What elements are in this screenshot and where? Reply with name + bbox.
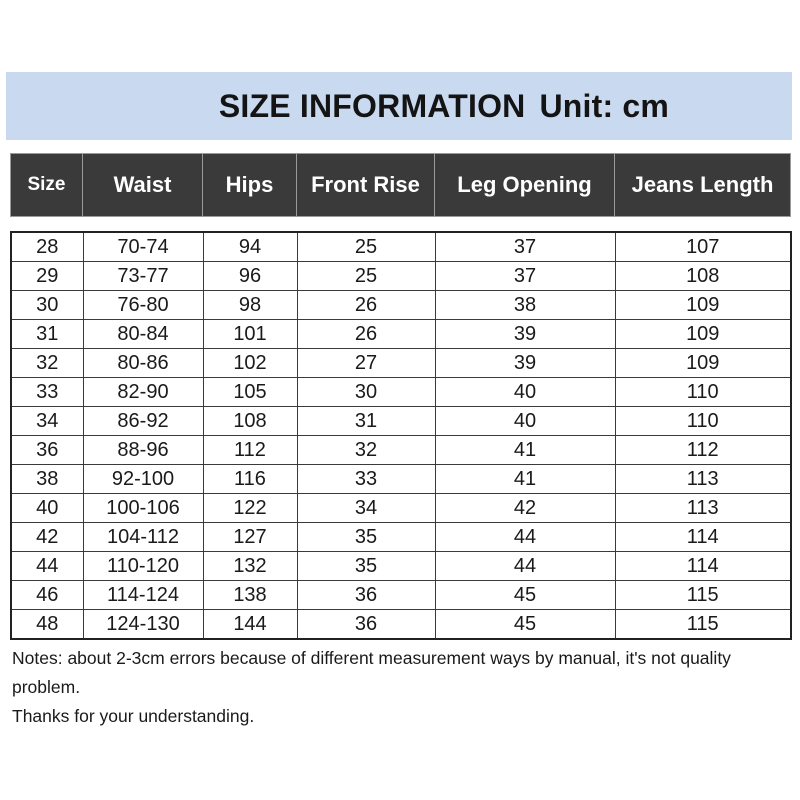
- table-row: [11, 523, 791, 552]
- table-cell: 32: [11, 349, 83, 378]
- table-cell: 92-100: [83, 465, 203, 494]
- table-cell: 100-106: [83, 494, 203, 523]
- table-cell: 138: [203, 581, 297, 610]
- table-cell: 70-74: [83, 232, 203, 262]
- table-cell: 26: [297, 320, 435, 349]
- table-cell: 29: [11, 262, 83, 291]
- table-cell: 45: [435, 581, 615, 610]
- title-main: SIZE INFORMATION: [218, 87, 526, 124]
- table-cell: 127: [203, 523, 297, 552]
- table-cell: 48: [11, 610, 83, 640]
- table-cell: 82-90: [83, 378, 203, 407]
- table-cell: 26: [297, 291, 435, 320]
- table-cell: 105: [203, 378, 297, 407]
- table-cell: 114: [615, 552, 791, 581]
- table-cell: 86-92: [83, 407, 203, 436]
- header-row: [11, 154, 791, 217]
- table-cell: 76-80: [83, 291, 203, 320]
- table-row: [11, 349, 791, 378]
- table-cell: 96: [203, 262, 297, 291]
- table-cell: 33: [11, 378, 83, 407]
- table-cell: 112: [615, 436, 791, 465]
- table-row: [11, 378, 791, 407]
- table-row: [11, 581, 791, 610]
- table-cell: 73-77: [83, 262, 203, 291]
- table-cell: 45: [435, 610, 615, 640]
- table-cell: 35: [297, 552, 435, 581]
- table-cell: 112: [203, 436, 297, 465]
- table-cell: 33: [297, 465, 435, 494]
- table-cell: 114-124: [83, 581, 203, 610]
- table-cell: 28: [11, 232, 83, 262]
- table-cell: 25: [297, 262, 435, 291]
- table-cell: 110: [615, 378, 791, 407]
- table-row: [11, 610, 791, 640]
- table-cell: 116: [203, 465, 297, 494]
- table-cell: 40: [435, 378, 615, 407]
- table-cell: 31: [297, 407, 435, 436]
- table-cell: 41: [435, 436, 615, 465]
- thanks-text: Thanks for your understanding.: [12, 706, 255, 726]
- table-row: [11, 407, 791, 436]
- table-cell: 39: [435, 320, 615, 349]
- table-cell: 94: [203, 232, 297, 262]
- table-cell: 27: [297, 349, 435, 378]
- table-cell: 102: [203, 349, 297, 378]
- table-cell: 42: [435, 494, 615, 523]
- table-cell: 37: [435, 262, 615, 291]
- table-row: [11, 465, 791, 494]
- table-cell: 144: [203, 610, 297, 640]
- table-cell: 34: [11, 407, 83, 436]
- table-cell: 44: [435, 523, 615, 552]
- table-cell: 113: [615, 494, 791, 523]
- table-cell: 132: [203, 552, 297, 581]
- table-cell: 38: [435, 291, 615, 320]
- table-cell: 115: [615, 610, 791, 640]
- size-table: [10, 231, 792, 640]
- table-cell: 36: [297, 581, 435, 610]
- table-row: [11, 494, 791, 523]
- table-cell: 80-84: [83, 320, 203, 349]
- title-band: [6, 72, 792, 140]
- table-cell: 98: [203, 291, 297, 320]
- table-row: [11, 320, 791, 349]
- table-cell: 122: [203, 494, 297, 523]
- table-cell: 36: [297, 610, 435, 640]
- table-cell: 109: [615, 349, 791, 378]
- table-cell: 32: [297, 436, 435, 465]
- table-cell: 44: [11, 552, 83, 581]
- column-header-leg-opening: Leg Opening: [435, 154, 615, 217]
- table-cell: 113: [615, 465, 791, 494]
- table-cell: 108: [203, 407, 297, 436]
- table-row: [11, 552, 791, 581]
- table-row: [11, 262, 791, 291]
- column-header-jeans-length: Jeans Length: [615, 154, 791, 217]
- table-row: [11, 232, 791, 262]
- table-cell: 40: [435, 407, 615, 436]
- table-cell: 30: [297, 378, 435, 407]
- table-cell: 35: [297, 523, 435, 552]
- table-cell: 42: [11, 523, 83, 552]
- table-cell: 104-112: [83, 523, 203, 552]
- table-cell: 39: [435, 349, 615, 378]
- table-row: [11, 436, 791, 465]
- table-cell: 88-96: [83, 436, 203, 465]
- table-cell: 109: [615, 291, 791, 320]
- title-unit: Unit: cm: [539, 87, 670, 124]
- table-cell: 110-120: [83, 552, 203, 581]
- table-cell: 124-130: [83, 610, 203, 640]
- table-cell: 40: [11, 494, 83, 523]
- table-cell: 41: [435, 465, 615, 494]
- notes: [12, 644, 792, 731]
- table-cell: 80-86: [83, 349, 203, 378]
- column-header-waist: Waist: [83, 154, 203, 217]
- table-row: [11, 291, 791, 320]
- size-table-body: [11, 232, 791, 639]
- table-cell: 44: [435, 552, 615, 581]
- table-cell: 38: [11, 465, 83, 494]
- table-cell: 30: [11, 291, 83, 320]
- table-cell: 107: [615, 232, 791, 262]
- page-title: [129, 88, 669, 125]
- table-cell: 114: [615, 523, 791, 552]
- notes-text: Notes: about 2-3cm errors because of different measurement ways by manual, it's not quality problem.: [12, 648, 731, 697]
- table-cell: 101: [203, 320, 297, 349]
- table-cell: 110: [615, 407, 791, 436]
- table-cell: 109: [615, 320, 791, 349]
- table-cell: 34: [297, 494, 435, 523]
- table-cell: 36: [11, 436, 83, 465]
- table-cell: 108: [615, 262, 791, 291]
- table-cell: 31: [11, 320, 83, 349]
- column-header-hips: Hips: [203, 154, 297, 217]
- size-table-header: [10, 153, 791, 217]
- table-cell: 46: [11, 581, 83, 610]
- table-cell: 25: [297, 232, 435, 262]
- table-cell: 37: [435, 232, 615, 262]
- column-header-front-rise: Front Rise: [297, 154, 435, 217]
- table-cell: 115: [615, 581, 791, 610]
- column-header-size: Size: [11, 154, 83, 217]
